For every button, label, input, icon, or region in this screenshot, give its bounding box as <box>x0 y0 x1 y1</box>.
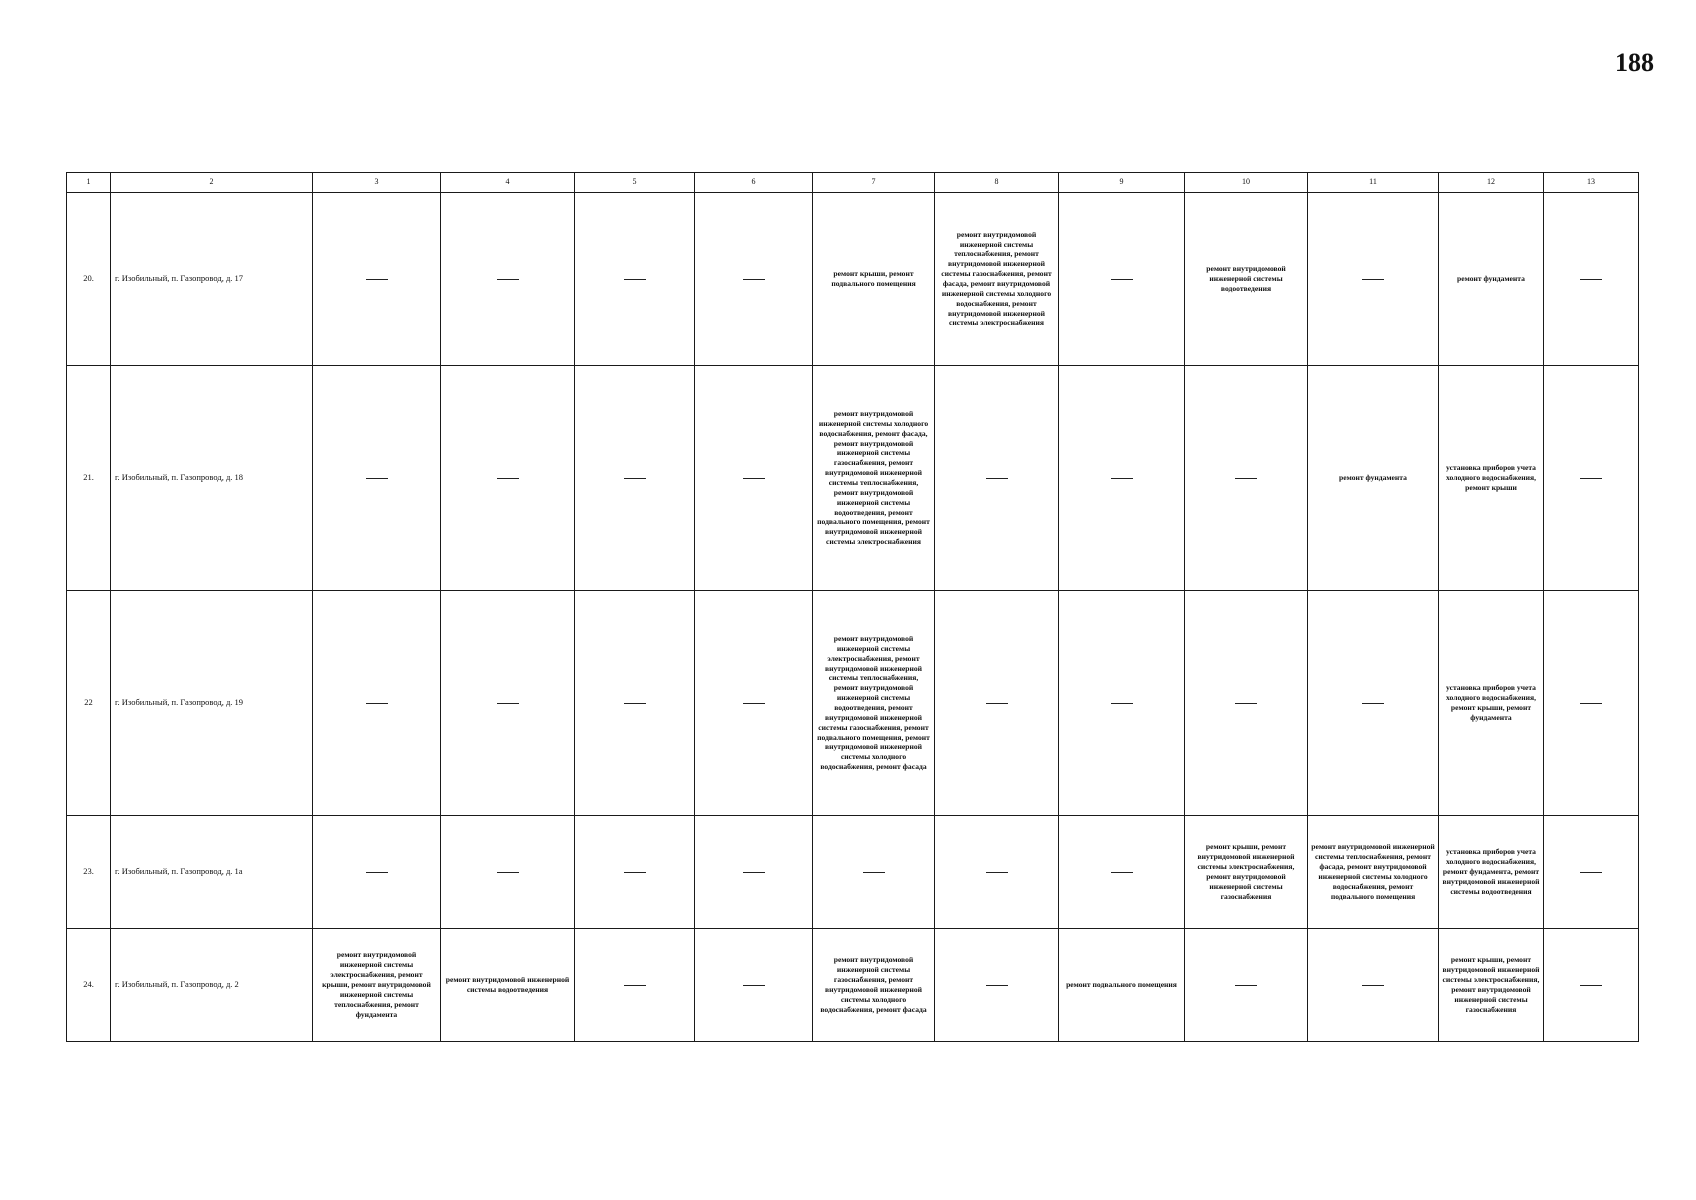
empty-dash-cell <box>575 193 695 366</box>
dash-mark <box>743 279 765 280</box>
empty-dash-cell <box>1544 366 1639 591</box>
empty-dash-cell <box>1308 193 1439 366</box>
dash-mark <box>366 872 388 873</box>
column-header: 13 <box>1544 173 1639 193</box>
address-cell: г. Изобильный, п. Газопровод, д. 19 <box>111 591 313 816</box>
dash-mark <box>624 985 646 986</box>
dash-mark <box>1111 279 1133 280</box>
work-description-cell: ремонт крыши, ремонт внутридомовой инженерной системы электроснабжения, ремонт внутридомовой инженерной системы газоснабжения <box>1185 816 1308 929</box>
empty-dash-cell <box>1308 591 1439 816</box>
empty-dash-cell <box>575 591 695 816</box>
dash-mark <box>366 703 388 704</box>
column-header: 8 <box>935 173 1059 193</box>
empty-dash-cell <box>1059 193 1185 366</box>
empty-dash-cell <box>575 816 695 929</box>
empty-dash-cell <box>1059 816 1185 929</box>
work-description-cell: ремонт фундамента <box>1308 366 1439 591</box>
dash-mark <box>497 872 519 873</box>
dash-mark <box>1362 279 1384 280</box>
empty-dash-cell <box>313 193 441 366</box>
work-description-cell: ремонт крыши, ремонт подвального помещения <box>813 193 935 366</box>
address-cell: г. Изобильный, п. Газопровод, д. 2 <box>111 929 313 1042</box>
column-header: 5 <box>575 173 695 193</box>
empty-dash-cell <box>1544 193 1639 366</box>
empty-dash-cell <box>813 816 935 929</box>
address-cell: г. Изобильный, п. Газопровод, д. 18 <box>111 366 313 591</box>
address-cell: г. Изобильный, п. Газопровод, д. 17 <box>111 193 313 366</box>
dash-mark <box>743 703 765 704</box>
dash-mark <box>497 703 519 704</box>
empty-dash-cell <box>1185 366 1308 591</box>
empty-dash-cell <box>313 816 441 929</box>
empty-dash-cell <box>441 193 575 366</box>
empty-dash-cell <box>1544 591 1639 816</box>
address-cell: г. Изобильный, п. Газопровод, д. 1а <box>111 816 313 929</box>
table-row <box>67 366 1639 591</box>
empty-dash-cell <box>935 591 1059 816</box>
empty-dash-cell <box>313 366 441 591</box>
table-body <box>67 193 1639 1042</box>
column-header: 3 <box>313 173 441 193</box>
table-row <box>67 193 1639 366</box>
column-header: 6 <box>695 173 813 193</box>
dash-mark <box>986 478 1008 479</box>
dash-mark <box>1111 703 1133 704</box>
dash-mark <box>1235 478 1257 479</box>
column-header: 7 <box>813 173 935 193</box>
dash-mark <box>1111 872 1133 873</box>
dash-mark <box>366 478 388 479</box>
dash-mark <box>1580 478 1602 479</box>
work-description-cell: ремонт подвального помещения <box>1059 929 1185 1042</box>
dash-mark <box>1235 985 1257 986</box>
empty-dash-cell <box>695 193 813 366</box>
work-description-cell: ремонт внутридомовой инженерной системы газоснабжения, ремонт внутридомовой инженерной системы холодного водоснабжения, ремонт фасада <box>813 929 935 1042</box>
empty-dash-cell <box>1544 816 1639 929</box>
dash-mark <box>986 703 1008 704</box>
empty-dash-cell <box>1185 591 1308 816</box>
dash-mark <box>497 478 519 479</box>
dash-mark <box>986 985 1008 986</box>
empty-dash-cell <box>1059 366 1185 591</box>
dash-mark <box>986 872 1008 873</box>
empty-dash-cell <box>1185 929 1308 1042</box>
dash-mark <box>743 985 765 986</box>
empty-dash-cell <box>1544 929 1639 1042</box>
table-row <box>67 816 1639 929</box>
dash-mark <box>1580 279 1602 280</box>
dash-mark <box>1580 703 1602 704</box>
column-header: 11 <box>1308 173 1439 193</box>
work-description-cell: ремонт внутридомовой инженерной системы электроснабжения, ремонт крыши, ремонт внутридомовой инженерной системы теплоснабжения, ремонт фундамента <box>313 929 441 1042</box>
repair-schedule-table <box>66 172 1639 1042</box>
column-header: 4 <box>441 173 575 193</box>
work-description-cell: ремонт фундамента <box>1439 193 1544 366</box>
row-number-cell: 23. <box>67 816 111 929</box>
work-description-cell: ремонт внутридомовой инженерной системы теплоснабжения, ремонт внутридомовой инженерной системы газоснабжения, ремонт фасада, ремонт внутридомовой инженерной системы холодного водоснабжения, ремонт внутридомовой инженерной системы электроснабжения <box>935 193 1059 366</box>
dash-mark <box>1580 985 1602 986</box>
column-header: 12 <box>1439 173 1544 193</box>
work-description-cell: ремонт внутридомовой инженерной системы теплоснабжения, ремонт фасада, ремонт внутридомовой инженерной системы холодного водоснабжения, ремонт подвального помещения <box>1308 816 1439 929</box>
work-description-cell: установка приборов учета холодного водоснабжения, ремонт крыши, ремонт фундамента <box>1439 591 1544 816</box>
dash-mark <box>624 478 646 479</box>
work-description-cell: ремонт внутридомовой инженерной системы водоотведения <box>1185 193 1308 366</box>
empty-dash-cell <box>695 366 813 591</box>
column-header: 10 <box>1185 173 1308 193</box>
dash-mark <box>1111 478 1133 479</box>
table-row <box>67 591 1639 816</box>
row-number-cell: 20. <box>67 193 111 366</box>
column-header: 9 <box>1059 173 1185 193</box>
work-description-cell: установка приборов учета холодного водоснабжения, ремонт фундамента, ремонт внутридомовой инженерной системы водоотведения <box>1439 816 1544 929</box>
dash-mark <box>1235 703 1257 704</box>
empty-dash-cell <box>935 816 1059 929</box>
dash-mark <box>624 279 646 280</box>
empty-dash-cell <box>313 591 441 816</box>
work-description-cell: ремонт внутридомовой инженерной системы электроснабжения, ремонт внутридомовой инженерной системы теплоснабжения, ремонт внутридомовой инженерной системы водоотведения, ремонт внутридомовой инженерной системы газоснабжения, ремонт подвального помещения, ремонт внутридомовой инженерной системы холодного водоснабжения, ремонт фасада <box>813 591 935 816</box>
page-number: 188 <box>1615 48 1654 77</box>
empty-dash-cell <box>575 929 695 1042</box>
work-description-cell: ремонт крыши, ремонт внутридомовой инженерной системы электроснабжения, ремонт внутридомовой инженерной системы газоснабжения <box>1439 929 1544 1042</box>
column-number-header-row <box>67 173 1639 193</box>
dash-mark <box>743 478 765 479</box>
dash-mark <box>1362 703 1384 704</box>
column-header: 2 <box>111 173 313 193</box>
empty-dash-cell <box>441 366 575 591</box>
empty-dash-cell <box>1308 929 1439 1042</box>
empty-dash-cell <box>695 929 813 1042</box>
empty-dash-cell <box>575 366 695 591</box>
dash-mark <box>366 279 388 280</box>
row-number-cell: 21. <box>67 366 111 591</box>
dash-mark <box>624 703 646 704</box>
empty-dash-cell <box>441 591 575 816</box>
dash-mark <box>1362 985 1384 986</box>
empty-dash-cell <box>441 816 575 929</box>
dash-mark <box>743 872 765 873</box>
dash-mark <box>497 279 519 280</box>
dash-mark <box>624 872 646 873</box>
work-description-cell: ремонт внутридомовой инженерной системы водоотведения <box>441 929 575 1042</box>
work-description-cell: установка приборов учета холодного водоснабжения, ремонт крыши <box>1439 366 1544 591</box>
empty-dash-cell <box>695 816 813 929</box>
empty-dash-cell <box>935 366 1059 591</box>
work-description-cell: ремонт внутридомовой инженерной системы холодного водоснабжения, ремонт фасада, ремонт внутридомовой инженерной системы газоснабжения, ремонт внутридомовой инженерной системы теплоснабжения, ремонт внутридомовой инженерной системы водоотведения, ремонт подвального помещения, ремонт внутридомовой инженерной системы электроснабжения <box>813 366 935 591</box>
dash-mark <box>863 872 885 873</box>
table-row <box>67 929 1639 1042</box>
empty-dash-cell <box>695 591 813 816</box>
row-number-cell: 24. <box>67 929 111 1042</box>
row-number-cell: 22 <box>67 591 111 816</box>
empty-dash-cell <box>1059 591 1185 816</box>
column-header: 1 <box>67 173 111 193</box>
dash-mark <box>1580 872 1602 873</box>
empty-dash-cell <box>935 929 1059 1042</box>
